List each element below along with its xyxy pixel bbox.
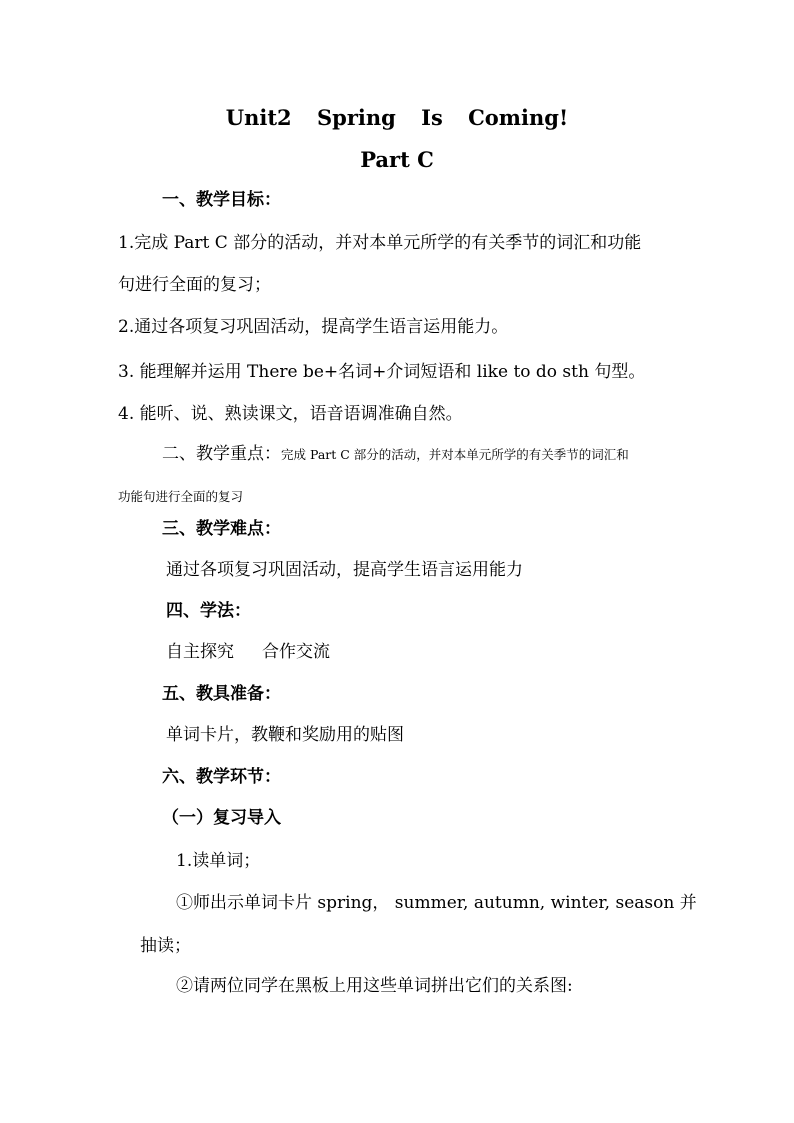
step-1-a-line-2: 抽读； xyxy=(140,936,191,956)
section-6-heading: 六、教学环节： xyxy=(162,767,281,787)
section-2-content-line-2: 功能句进行全面的复习 xyxy=(118,489,244,504)
section-3-heading: 三、教学难点： xyxy=(162,519,281,539)
step-1-a-line-1: ①师出示单词卡片 spring， summer, autumn, winter, season 并 xyxy=(176,893,697,913)
section-4-heading: 四、学法： xyxy=(166,601,251,621)
section-5-heading: 五、教具准备： xyxy=(162,684,281,704)
section-5-content: 单词卡片，教鞭和奖励用的贴图 xyxy=(166,725,404,745)
objective-1-line-1: 1.完成 Part C 部分的活动，并对本单元所学的有关季节的词汇和功能 xyxy=(118,233,642,253)
document-subtitle: Part C xyxy=(360,147,434,172)
section-2-content-line-1: 完成 Part C 部分的活动，并对本单元所学的有关季节的词汇和 xyxy=(281,447,629,462)
study-method-2: 合作交流 xyxy=(262,642,330,662)
objective-3: 3. 能理解并运用 There be+名词+介词短语和 like to do sth 句型。 xyxy=(118,362,646,382)
objective-4: 4. 能听、说、熟读课文，语音语调准确自然。 xyxy=(118,404,463,424)
step-1-b: ②请两位同学在黑板上用这些单词拼出它们的关系图: xyxy=(176,976,573,996)
section-1-heading: 一、教学目标： xyxy=(162,190,281,210)
objective-1-line-2: 句进行全面的复习； xyxy=(118,275,271,295)
section-2-row xyxy=(162,443,629,466)
section-2-heading: 二、教学重点： xyxy=(162,444,281,464)
objective-2: 2.通过各项复习巩固活动，提高学生语言运用能力。 xyxy=(118,317,509,337)
step-1: 1.读单词； xyxy=(176,851,261,871)
study-method-1: 自主探究 xyxy=(166,642,234,662)
document-title: Unit2 Spring Is Coming! xyxy=(225,105,569,130)
section-4-content xyxy=(166,641,330,663)
section-6-subheading: （一）复习导入 xyxy=(162,808,281,828)
section-3-content: 通过各项复习巩固活动，提高学生语言运用能力 xyxy=(166,560,523,580)
